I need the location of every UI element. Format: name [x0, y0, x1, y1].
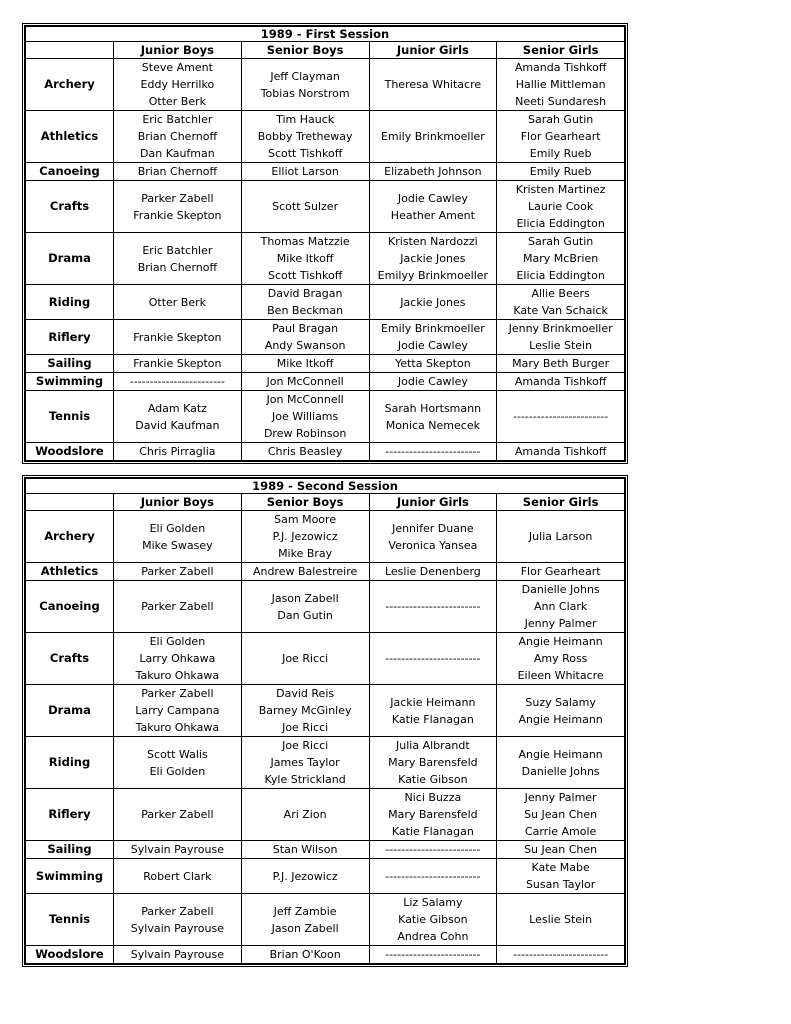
table-cell — [369, 285, 497, 320]
column-header-junior-girls: Junior Girls — [369, 42, 497, 59]
camper-name: Mike Itkoff — [276, 252, 334, 265]
camper-name: Chris Beasley — [267, 445, 343, 458]
camper-name: Jenny Palmer — [524, 791, 597, 804]
camper-name: P.J. Jezowicz — [272, 530, 338, 543]
table-cell — [241, 946, 369, 964]
camper-name: Emily Rueb — [529, 165, 592, 178]
table-cell — [497, 233, 625, 285]
camper-name: Emily Brinkmoeller — [380, 130, 485, 143]
activity-name: Riding — [26, 285, 114, 320]
table-cell — [369, 391, 497, 443]
table-cell — [241, 111, 369, 163]
session-body — [26, 59, 625, 461]
table-cell — [497, 355, 625, 373]
camper-name: Eddy Herrilko — [140, 78, 215, 91]
table-cell — [241, 391, 369, 443]
camper-name: Yetta Skepton — [395, 357, 471, 370]
table-cell — [369, 685, 497, 737]
camper-name: Julia Larson — [528, 530, 593, 543]
camper-name: Scott Walis — [147, 747, 208, 761]
camper-name: Jon McConnell — [266, 393, 344, 406]
activity-name: Drama — [26, 685, 114, 737]
camper-name: Chris Pirraglia — [139, 445, 216, 458]
camper-name: Joe Ricci — [282, 721, 329, 734]
table-cell — [497, 59, 625, 111]
camper-name: Jodie Cawley — [397, 375, 468, 388]
camper-name: Parker Zabell — [141, 808, 214, 821]
camper-name: Leslie Denenberg — [384, 565, 481, 578]
camper-name: Danielle Johns — [521, 583, 600, 596]
camper-name: Frankie Skepton — [133, 208, 222, 222]
camper-name: Bobby Tretheway — [257, 130, 353, 143]
camper-name: Mike Bray — [278, 547, 333, 560]
activity-name: Woodslore — [26, 443, 114, 461]
table-cell — [369, 581, 497, 633]
camper-name: Drew Robinson — [263, 427, 347, 440]
camper-name: Joe Ricci — [282, 739, 329, 752]
camper-name: Su Jean Chen — [524, 808, 598, 821]
table-cell — [497, 789, 625, 841]
camper-name: Flor Gearheart — [520, 565, 601, 578]
camper-name: Tim Hauck — [276, 113, 335, 126]
activity-name: Woodslore — [26, 946, 114, 964]
camper-name: Adam Katz — [147, 401, 207, 415]
table-cell — [241, 233, 369, 285]
camper-name: Carrie Amole — [524, 825, 597, 838]
table-cell — [114, 859, 242, 894]
camper-name: Kate Mabe — [531, 861, 590, 874]
table-cell — [497, 511, 625, 563]
table-cell — [369, 859, 497, 894]
table-cell — [114, 685, 242, 737]
camper-name: Otter Berk — [148, 95, 207, 108]
table-row — [26, 59, 625, 111]
camper-name: Andy Swanson — [264, 339, 346, 352]
table-row — [26, 443, 625, 461]
camper-name: Larry Ohkawa — [139, 652, 216, 665]
table-cell — [369, 946, 497, 964]
camper-name: ------------------------ — [385, 948, 481, 961]
camper-name: ------------------------ — [385, 652, 481, 665]
table-row — [26, 581, 625, 633]
table-cell — [497, 685, 625, 737]
activity-name: Athletics — [26, 563, 114, 581]
camper-name: ------------------------ — [512, 948, 609, 961]
column-header-junior-boys: Junior Boys — [114, 42, 242, 59]
table-cell — [114, 894, 242, 946]
table-cell — [369, 233, 497, 285]
camper-name: Sylvain Payrouse — [130, 921, 224, 935]
column-header-senior-boys: Senior Boys — [241, 494, 369, 511]
camper-name: Leslie Stein — [529, 913, 593, 926]
table-cell — [241, 320, 369, 355]
second-session-table — [22, 475, 628, 967]
table-row — [26, 685, 625, 737]
table-cell — [369, 355, 497, 373]
camper-name: Mike Itkoff — [276, 357, 334, 370]
activity-name: Tennis — [26, 894, 114, 946]
camper-name: Jennifer Duane — [392, 521, 474, 535]
camper-name: Nici Buzza — [404, 791, 462, 804]
camper-name: Scott Tishkoff — [267, 147, 343, 160]
camper-name: Monica Nemecek — [385, 418, 480, 432]
camper-name: Sam Moore — [274, 513, 337, 526]
activity-name: Drama — [26, 233, 114, 285]
camper-name: Steve Ament — [141, 61, 213, 74]
camper-name: Amy Ross — [533, 652, 588, 665]
camper-name: Sarah Gutin — [527, 113, 594, 126]
table-row — [26, 233, 625, 285]
camper-name: Allie Beers — [531, 287, 590, 300]
camper-name: Elizabeth Johnson — [384, 165, 482, 178]
camper-name: Eli Golden — [149, 521, 206, 535]
camper-name: Brian Chernoff — [137, 130, 218, 143]
camper-name: Parker Zabell — [141, 565, 214, 578]
table-cell — [241, 443, 369, 461]
table-cell — [241, 181, 369, 233]
activity-header — [26, 494, 114, 511]
activity-name: Swimming — [26, 859, 114, 894]
table-row — [26, 163, 625, 181]
table-cell — [241, 581, 369, 633]
camper-name: Dan Gutin — [277, 608, 333, 622]
table-cell — [497, 563, 625, 581]
camper-name: Neeti Sundaresh — [515, 95, 607, 108]
camper-name: ------------------------ — [512, 410, 609, 423]
table-cell — [114, 181, 242, 233]
table-cell — [369, 737, 497, 789]
table-cell — [497, 373, 625, 391]
table-cell — [114, 163, 242, 181]
table-cell — [114, 111, 242, 163]
table-cell — [114, 789, 242, 841]
camper-name: Emily Rueb — [529, 147, 592, 160]
activity-name: Crafts — [26, 633, 114, 685]
activity-name: Riding — [26, 737, 114, 789]
camper-name: Frankie Skepton — [133, 357, 222, 370]
activity-name: Athletics — [26, 111, 114, 163]
table-row — [26, 285, 625, 320]
camper-name: Dan Kaufman — [140, 147, 215, 160]
camper-name: Danielle Johns — [521, 764, 600, 778]
table-cell — [369, 373, 497, 391]
activity-name: Crafts — [26, 181, 114, 233]
session-body — [26, 511, 625, 964]
table-cell — [114, 233, 242, 285]
camper-name: Katie Flanagan — [391, 825, 474, 838]
camper-name: Heather Ament — [390, 208, 475, 222]
table-cell — [241, 685, 369, 737]
table-row — [26, 355, 625, 373]
table-cell — [114, 581, 242, 633]
camper-name: Eli Golden — [149, 764, 206, 778]
table-cell — [241, 355, 369, 373]
table-cell — [497, 737, 625, 789]
camper-name: ------------------------ — [385, 600, 481, 613]
table-cell — [497, 443, 625, 461]
camper-name: Brian Chernoff — [137, 165, 218, 178]
camper-name: David Kaufman — [135, 418, 220, 432]
camper-name: Thomas Matzzie — [260, 235, 350, 248]
table-cell — [241, 163, 369, 181]
camper-name: Jackie Heimann — [390, 695, 476, 709]
table-cell — [497, 181, 625, 233]
camper-name: Sylvain Payrouse — [130, 948, 224, 961]
table-cell — [114, 737, 242, 789]
camper-name: Jon McConnell — [266, 375, 344, 388]
camper-name: Parker Zabell — [141, 687, 214, 700]
table-cell — [241, 894, 369, 946]
camper-name: Ari Zion — [283, 808, 327, 821]
camper-name: ------------------------ — [385, 445, 481, 458]
first-session-table — [22, 23, 628, 464]
activity-name: Canoeing — [26, 581, 114, 633]
camper-name: Jodie Cawley — [397, 191, 468, 205]
column-header-senior-boys: Senior Boys — [241, 42, 369, 59]
camper-name: Liz Salamy — [403, 896, 463, 909]
camper-name: Elliot Larson — [271, 165, 339, 178]
camper-name: Jason Zabell — [271, 591, 339, 605]
table-cell — [497, 163, 625, 181]
camper-name: Susan Taylor — [525, 878, 596, 891]
camper-name: David Reis — [276, 687, 335, 700]
camper-name: Hallie Mittleman — [515, 78, 606, 91]
camper-name: Su Jean Chen — [524, 843, 598, 856]
camper-name: Kristen Nardozzi — [388, 235, 478, 248]
camper-name: Frankie Skepton — [133, 330, 222, 344]
table-row — [26, 789, 625, 841]
table-cell — [497, 633, 625, 685]
camper-name: Larry Campana — [135, 704, 220, 717]
table-cell — [241, 511, 369, 563]
table-row — [26, 111, 625, 163]
camper-name: Mary Beth Burger — [512, 357, 610, 370]
camper-name: Jackie Jones — [400, 252, 466, 265]
camper-name: Kristen Martinez — [515, 183, 606, 196]
camper-name: Sylvain Payrouse — [130, 843, 224, 856]
table-cell — [114, 59, 242, 111]
table-cell — [114, 511, 242, 563]
table-cell — [241, 841, 369, 859]
camper-name: Ann Clark — [533, 600, 588, 613]
table-cell — [241, 789, 369, 841]
camper-name: Veronica Yansea — [388, 538, 478, 552]
table-cell — [497, 111, 625, 163]
camper-name: Sarah Gutin — [527, 235, 594, 248]
camper-name: Stan Wilson — [272, 843, 338, 856]
session-title: 1989 - First Session — [26, 27, 625, 42]
activity-name: Archery — [26, 511, 114, 563]
activity-name: Sailing — [26, 355, 114, 373]
camper-name: Mike Swasey — [142, 538, 213, 552]
camper-name: Flor Gearheart — [520, 130, 601, 143]
camper-name: Andrea Cohn — [397, 930, 469, 943]
camper-name: Amanda Tishkoff — [514, 375, 607, 388]
table-cell — [241, 859, 369, 894]
activity-name: Tennis — [26, 391, 114, 443]
camper-name: Theresa Whitacre — [384, 78, 482, 91]
table-row — [26, 737, 625, 789]
camper-name: Parker Zabell — [141, 904, 214, 918]
camper-name: Katie Gibson — [398, 913, 468, 926]
camper-name: Jeff Clayman — [270, 69, 340, 83]
table-cell — [114, 320, 242, 355]
camper-name: Mary Barensfeld — [388, 756, 478, 769]
camper-name: Sarah Hortsmann — [384, 401, 482, 415]
camper-name: Elicia Eddington — [516, 269, 605, 282]
camper-name: Paul Bragan — [272, 322, 339, 335]
table-cell — [369, 163, 497, 181]
camper-name: Takuro Ohkawa — [135, 721, 220, 734]
activity-name: Sailing — [26, 841, 114, 859]
table-cell — [497, 894, 625, 946]
camper-name: Scott Tishkoff — [267, 269, 343, 282]
camper-name: Katie Gibson — [398, 773, 468, 786]
camper-name: Eli Golden — [149, 635, 206, 648]
column-header-senior-girls: Senior Girls — [497, 494, 625, 511]
camper-name: Suzy Salamy — [525, 695, 596, 709]
column-header-junior-girls: Junior Girls — [369, 494, 497, 511]
camper-name: Kate Van Schaick — [513, 304, 608, 317]
table-cell — [369, 320, 497, 355]
table-cell — [497, 946, 625, 964]
camper-name: Katie Flanagan — [391, 712, 474, 726]
table-cell — [497, 581, 625, 633]
camper-name: Robert Clark — [143, 869, 212, 883]
camper-name: Joe Ricci — [282, 652, 329, 665]
camper-name: ------------------------ — [129, 375, 225, 388]
camper-name: Angie Heimann — [518, 635, 603, 648]
table-row — [26, 320, 625, 355]
camper-name: Amanda Tishkoff — [514, 61, 607, 74]
table-cell — [369, 443, 497, 461]
camper-name: Jeff Zambie — [273, 904, 337, 918]
camper-name: Julia Albrandt — [396, 739, 470, 752]
camper-name: Jackie Jones — [400, 295, 466, 309]
table-row — [26, 181, 625, 233]
table-cell — [114, 443, 242, 461]
camper-name: Joe Williams — [271, 410, 339, 423]
camper-name: Brian O'Koon — [269, 948, 341, 961]
table-row — [26, 563, 625, 581]
camper-name: Mary Barensfeld — [388, 808, 478, 821]
table-row — [26, 894, 625, 946]
table-row — [26, 841, 625, 859]
table-cell — [369, 181, 497, 233]
camper-name: Takuro Ohkawa — [135, 669, 220, 682]
camper-name: Jason Zabell — [271, 921, 339, 935]
activity-name: Swimming — [26, 373, 114, 391]
table-row — [26, 373, 625, 391]
table-cell — [497, 841, 625, 859]
table-cell — [241, 373, 369, 391]
table-cell — [369, 111, 497, 163]
activity-header — [26, 42, 114, 59]
table-cell — [497, 859, 625, 894]
camper-name: Elicia Eddington — [516, 217, 605, 230]
table-cell — [369, 563, 497, 581]
table-cell — [369, 511, 497, 563]
table-cell — [114, 633, 242, 685]
camper-name: Jodie Cawley — [397, 339, 468, 352]
camper-name: Barney McGinley — [258, 704, 352, 717]
table-cell — [114, 285, 242, 320]
table-cell — [114, 391, 242, 443]
camper-name: Parker Zabell — [141, 600, 214, 613]
camper-name: Ben Beckman — [267, 304, 344, 317]
camper-name: David Bragan — [267, 287, 343, 300]
camper-name: Kyle Strickland — [264, 773, 346, 786]
table-cell — [369, 789, 497, 841]
camper-name: Angie Heimann — [518, 712, 603, 726]
table-cell — [114, 946, 242, 964]
table-row — [26, 946, 625, 964]
activity-name: Riflery — [26, 320, 114, 355]
camper-name: Angie Heimann — [518, 747, 603, 761]
camper-name: P.J. Jezowicz — [272, 869, 338, 883]
table-cell — [241, 59, 369, 111]
column-header-senior-girls: Senior Girls — [497, 42, 625, 59]
table-cell — [241, 633, 369, 685]
camper-name: Eric Batchler — [142, 113, 213, 126]
table-cell — [241, 563, 369, 581]
camper-name: Mary McBrien — [523, 252, 599, 265]
table-cell — [369, 633, 497, 685]
camper-name: Laurie Cook — [528, 200, 594, 213]
table-row — [26, 391, 625, 443]
camper-name: Jenny Brinkmoeller — [508, 322, 613, 335]
camper-name: Emilyy Brinkmoeller — [377, 269, 489, 282]
table-cell — [114, 355, 242, 373]
camper-name: Emily Brinkmoeller — [380, 322, 485, 335]
table-cell — [241, 737, 369, 789]
table-row — [26, 511, 625, 563]
table-row — [26, 633, 625, 685]
camper-name: Leslie Stein — [529, 339, 593, 352]
column-header-junior-boys: Junior Boys — [114, 494, 242, 511]
camper-name: ------------------------ — [385, 843, 481, 856]
activity-name: Canoeing — [26, 163, 114, 181]
camper-name: Brian Chernoff — [137, 260, 218, 274]
camper-name: ------------------------ — [385, 869, 481, 883]
table-cell — [497, 320, 625, 355]
camper-name: Tobias Norstrom — [260, 86, 350, 100]
table-row — [26, 859, 625, 894]
camper-name: James Taylor — [270, 756, 340, 769]
activity-name: Archery — [26, 59, 114, 111]
session-title: 1989 - Second Session — [26, 479, 625, 494]
table-cell — [497, 285, 625, 320]
table-cell — [369, 894, 497, 946]
table-cell — [369, 841, 497, 859]
table-cell — [369, 59, 497, 111]
camper-name: Scott Sulzer — [272, 200, 339, 213]
camper-name: Eileen Whitacre — [517, 669, 604, 682]
camper-name: Jenny Palmer — [524, 617, 597, 630]
activity-name: Riflery — [26, 789, 114, 841]
table-cell — [241, 285, 369, 320]
table-cell — [114, 373, 242, 391]
camper-name: Amanda Tishkoff — [514, 445, 607, 458]
camper-name: Parker Zabell — [141, 191, 214, 205]
camper-name: Otter Berk — [148, 295, 207, 309]
camper-name: Eric Batchler — [142, 243, 213, 257]
camper-name: Andrew Balestreire — [252, 565, 358, 578]
table-cell — [114, 563, 242, 581]
table-cell — [497, 391, 625, 443]
table-cell — [114, 841, 242, 859]
